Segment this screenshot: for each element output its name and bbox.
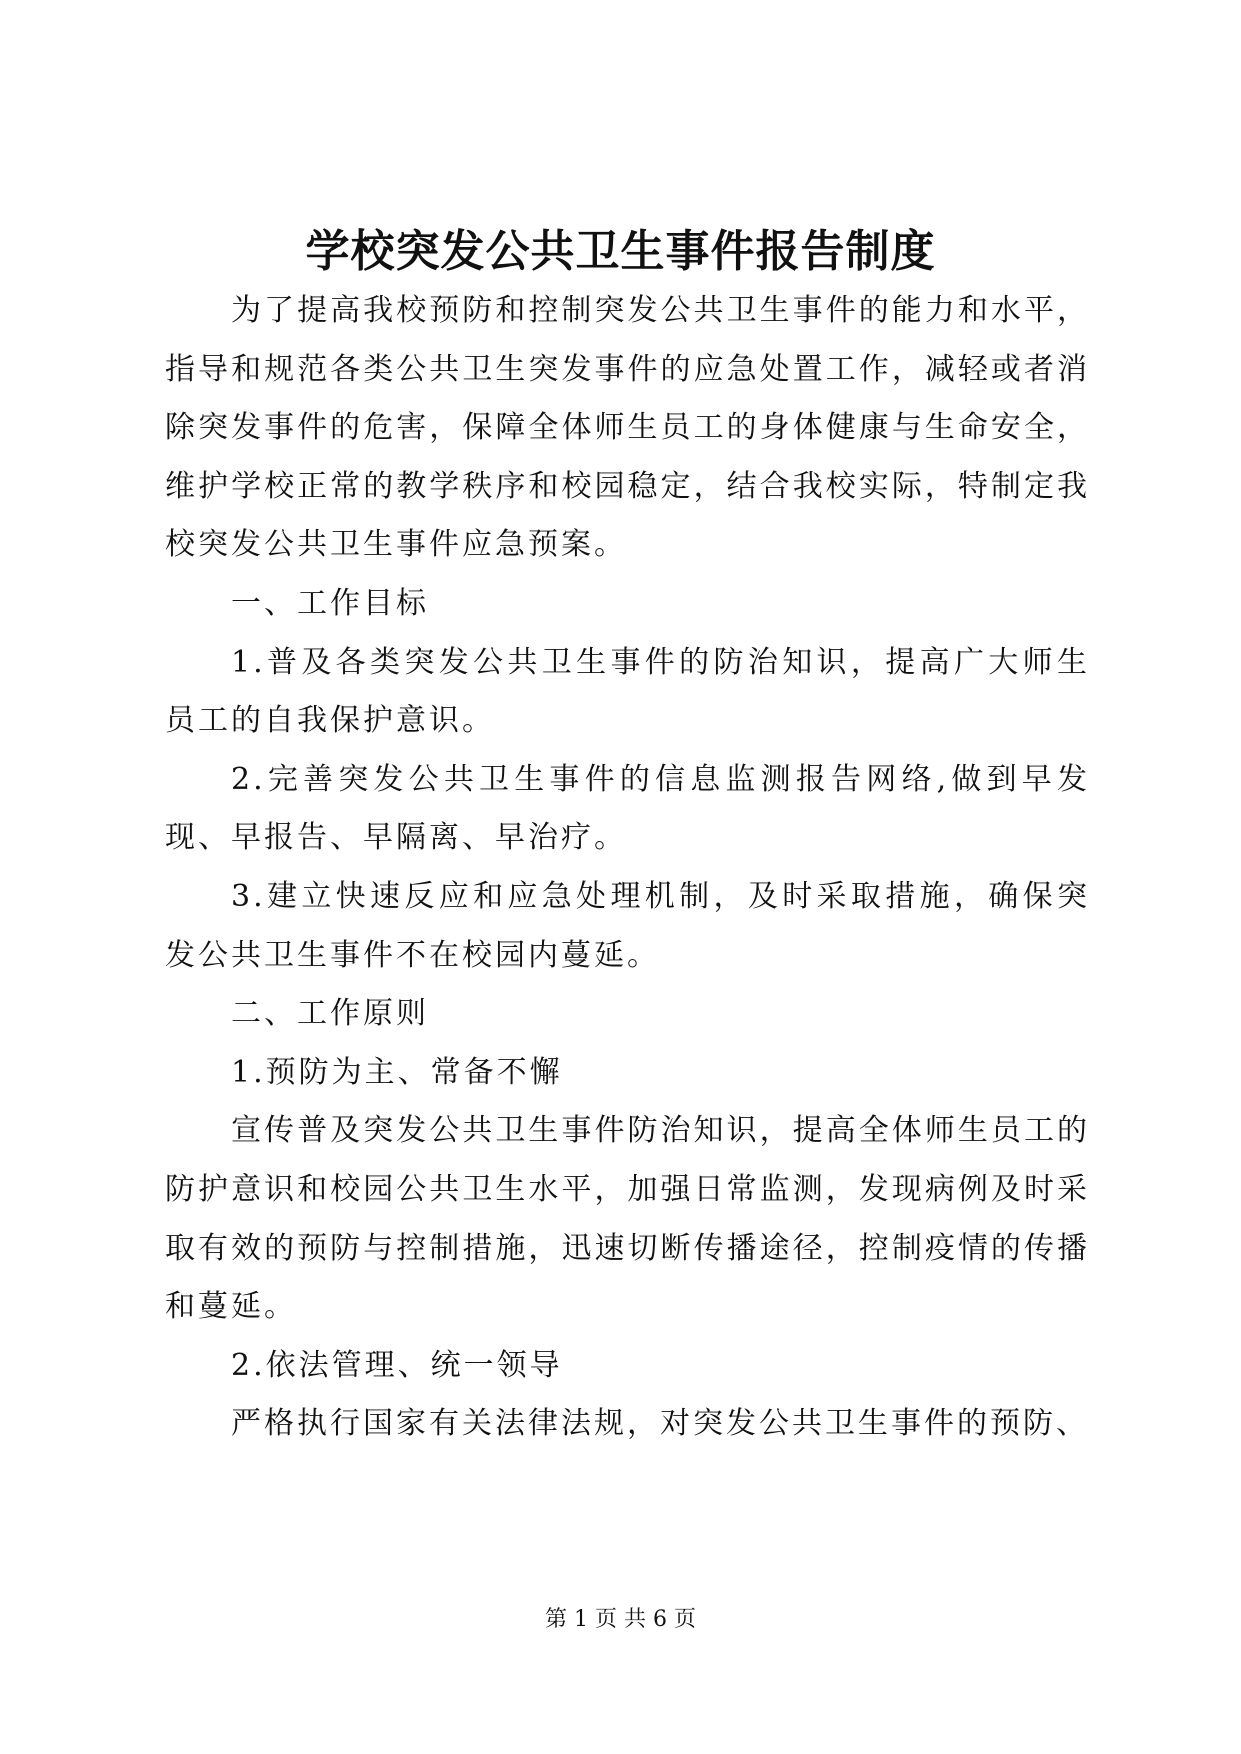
section-heading-goals: 一、工作目标 [231,585,429,621]
principle-heading-2: 2.依法管理、统一领导 [231,1347,563,1383]
principle-heading-1: 1.预防为主、常备不懈 [231,1054,563,1090]
document-title: 学校突发公共卫生事件报告制度 [305,226,936,277]
goal-item-3: 3.建立快速反应和应急处理机制，及时采取措施，确保突发公共卫生事件不在校园内蔓延。 [165,878,1090,973]
principle-paragraph-2: 严格执行国家有关法律法规，对突发公共卫生事件的预防、 [231,1406,1089,1442]
goal-item-2: 2.完善突发公共卫生事件的信息监测报告网络,做到早发现、早报告、早隔离、早治疗。 [165,761,1090,856]
goal-item-1: 1.普及各类突发公共卫生事件的防治知识，提高广大师生员工的自我保护意识。 [165,644,1090,739]
intro-paragraph: 为了提高我校预防和控制突发公共卫生事件的能力和水平，指导和规范各类公共卫生突发事件的应急处置工作，减轻或者消除突发事件的危害，保障全体师生员工的身体健康与生命安全，维护学校正常的教学秩序和校园稳定，结合我校实际，特制定我校突发公共卫生事件应急预案。 [165,293,1090,563]
page-footer: 第 1 页 共 6 页 [545,1607,696,1632]
principle-paragraph-1: 宣传普及突发公共卫生事件防治知识，提高全体师生员工的防护意识和校园公共卫生水平，加强日常监测，发现病例及时采取有效的预防与控制措施，迅速切断传播途径，控制疫情的传播和蔓延。 [165,1113,1090,1325]
section-heading-principles: 二、工作原则 [231,996,429,1032]
document-body [165,282,1090,1454]
